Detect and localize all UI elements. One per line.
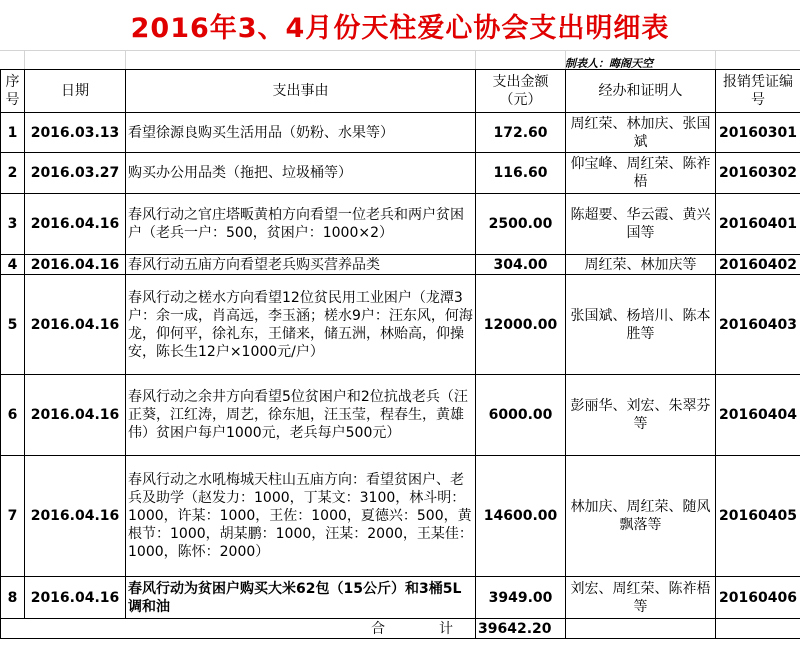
row-reason: 春风行动之槎水方向看望12位贫民用工业困户（龙潭3户：余一成，肖高远，李玉涵；槎水9户：汪东风，何海龙，仰何平，徐礼东，王储来，储五洲，林贻高，仰操安，陈长生12户×1000元/户） [126,275,476,375]
table-row [1,275,800,375]
total-row [1,619,800,639]
row-reason: 春风行动为贫困户购买大米62包（15公斤）和3桶5L调和油 [126,577,476,619]
table-row [1,194,800,255]
row-reason: 春风行动五庙方向看望老兵购买营养品类 [126,255,476,275]
row-amount: 116.60 [476,153,566,194]
row-reason: 看望徐源良购买生活用品（奶粉、水果等） [126,113,476,153]
row-amount: 3949.00 [476,577,566,619]
gridline [24,50,25,69]
row-reason: 春风行动之水吼梅城天柱山五庙方向：看望贫困户、老兵及助学（赵发力：1000，丁某文：3100，林斗明：1000，许某：1000，王佐：1000，夏德兴：500，黄根节：1000，胡某鹏：1000，汪某：2000，王某佳：1000，陈怀：2000） [126,456,476,577]
row-reason: 春风行动之官庄塔畈黄柏方向看望一位老兵和两户贫困户（老兵一户：500，贫困户：1000×2） [126,194,476,255]
row-index: 1 [1,113,25,153]
total-blank-cell [566,619,716,639]
row-voucher: 20160403 [716,275,800,375]
row-amount: 12000.00 [476,275,566,375]
expense-table [0,69,800,639]
row-date: 2016.04.16 [25,194,126,255]
gridline [0,50,800,51]
row-date: 2016.04.16 [25,375,126,456]
row-voucher: 20160402 [716,255,800,275]
page-title: 2016年3、4月份天柱爱心协会支出明细表 [130,12,670,44]
row-index: 2 [1,153,25,194]
row-index: 4 [1,255,25,275]
row-handlers: 周红荣、林加庆、张国斌 [566,113,716,153]
header-voucher: 报销凭证编号 [716,70,800,113]
gridline [475,50,476,69]
row-handlers: 张国斌、杨培川、陈本胜等 [566,275,716,375]
row-date: 2016.04.16 [25,456,126,577]
row-voucher: 20160406 [716,577,800,619]
row-index: 6 [1,375,25,456]
row-index: 3 [1,194,25,255]
header-handlers: 经办和证明人 [566,70,716,113]
row-handlers: 彭丽华、刘宏、朱翠芬等 [566,375,716,456]
table-row [1,153,800,194]
row-voucher: 20160302 [716,153,800,194]
row-date: 2016.03.13 [25,113,126,153]
total-value: 39642.20 [476,619,566,639]
row-index: 7 [1,456,25,577]
header-reason: 支出事由 [126,70,476,113]
row-date: 2016.04.16 [25,577,126,619]
row-reason: 春风行动之余井方向看望5位贫困户和2位抗战老兵（汪正葵，江红涛，周艺，徐东旭，汪玉莹，程春生，黄雄伟）贫困户每户1000元，老兵每户500元） [126,375,476,456]
header-date: 日期 [25,70,126,113]
row-reason: 购买办公用品类（拖把、垃圾桶等） [126,153,476,194]
gridline [125,50,126,69]
header-index: 序号 [1,70,25,113]
row-voucher: 20160401 [716,194,800,255]
row-date: 2016.04.16 [25,275,126,375]
row-handlers: 陈超要、华云霞、黄兴国等 [566,194,716,255]
row-voucher: 20160301 [716,113,800,153]
row-amount: 14600.00 [476,456,566,577]
row-voucher: 20160405 [716,456,800,577]
table-row [1,375,800,456]
row-amount: 304.00 [476,255,566,275]
table-row [1,255,800,275]
row-date: 2016.04.16 [25,255,126,275]
row-handlers: 刘宏、周红荣、陈祚梧等 [566,577,716,619]
table-row [1,113,800,153]
total-label: 合 计 [1,619,476,639]
header-amount: 支出金额（元） [476,70,566,113]
table-maker-label: 制表人：晦阁天空 [565,57,653,70]
table-header-row [1,70,800,113]
row-amount: 172.60 [476,113,566,153]
row-amount: 2500.00 [476,194,566,255]
gridline [715,50,716,69]
row-handlers: 仰宝峰、周红荣、陈祚梧 [566,153,716,194]
row-handlers: 林加庆、周红荣、随风飘落等 [566,456,716,577]
row-date: 2016.03.27 [25,153,126,194]
row-index: 8 [1,577,25,619]
table-row [1,577,800,619]
total-blank-cell [716,619,800,639]
row-amount: 6000.00 [476,375,566,456]
row-index: 5 [1,275,25,375]
table-row [1,456,800,577]
row-voucher: 20160404 [716,375,800,456]
row-handlers: 周红荣、林加庆等 [566,255,716,275]
